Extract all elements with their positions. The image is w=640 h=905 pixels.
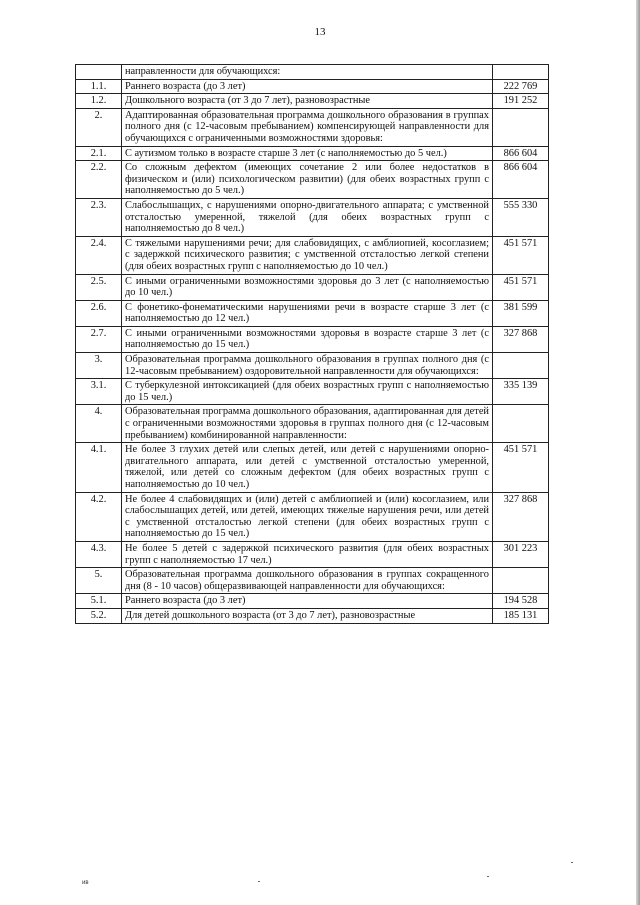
- footer-mark: ив: [82, 880, 89, 886]
- row-value: [493, 65, 549, 80]
- row-description: С иными ограниченными возможностями здоровья в возрасте старше 3 лет (с наполняемостью до 15 чел.): [122, 326, 493, 352]
- row-number: 2.6.: [76, 300, 122, 326]
- row-description: С туберкулезной интоксикацией (для обеих возрастных групп с наполняемостью до 15 чел.): [122, 379, 493, 405]
- row-value: 327 868: [493, 326, 549, 352]
- table-row: [76, 326, 549, 352]
- row-value: 335 139: [493, 379, 549, 405]
- row-value: 191 252: [493, 94, 549, 109]
- row-number: [76, 65, 122, 80]
- row-number: 1.1.: [76, 79, 122, 94]
- row-description: С тяжелыми нарушениями речи; для слабовидящих, с амблиопией, косоглазием; с задержкой психического развития; с умственной отсталостью легкой степени (для обеих возрастных групп с наполняемостью до 10 чел.): [122, 236, 493, 274]
- row-value: [493, 353, 549, 379]
- table-row: [76, 443, 549, 492]
- row-number: 5.: [76, 568, 122, 594]
- row-value: 327 868: [493, 492, 549, 541]
- row-value: 866 604: [493, 161, 549, 199]
- row-description: Образовательная программа дошкольного образования в группах полного дня (с 12-часовым пребыванием) оздоровительной направленности для обучающихся:: [122, 353, 493, 379]
- tariff-table: [75, 64, 549, 624]
- scan-speck: [571, 862, 573, 863]
- row-description: С фонетико-фонематическими нарушениями речи в возрасте старше 3 лет (с наполняемостью до 12 чел.): [122, 300, 493, 326]
- table-row: [76, 198, 549, 236]
- table-row: [76, 594, 549, 609]
- row-value: [493, 108, 549, 146]
- table-row: [76, 274, 549, 300]
- row-value: 451 571: [493, 443, 549, 492]
- row-number: 3.: [76, 353, 122, 379]
- row-value: 185 131: [493, 608, 549, 623]
- row-number: 2.2.: [76, 161, 122, 199]
- row-number: 4.: [76, 405, 122, 443]
- row-description: Со сложным дефектом (имеющих сочетание 2 или более недостатков в физическом и (или) психологическом развитии) (для обеих возрастных групп с наполняемостью до 5 чел.): [122, 161, 493, 199]
- row-value: 866 604: [493, 146, 549, 161]
- scan-speck: [258, 881, 260, 882]
- row-number: 1.2.: [76, 94, 122, 109]
- row-value: 194 528: [493, 594, 549, 609]
- page-number: 13: [314, 26, 326, 38]
- row-description: Дошкольного возраста (от 3 до 7 лет), разновозрастные: [122, 94, 493, 109]
- row-number: 2.7.: [76, 326, 122, 352]
- table-row: [76, 541, 549, 567]
- table-row: [76, 492, 549, 541]
- row-description: Раннего возраста (до 3 лет): [122, 79, 493, 94]
- table-row: [76, 161, 549, 199]
- row-value: 301 223: [493, 541, 549, 567]
- row-value: [493, 405, 549, 443]
- row-description: Образовательная программа дошкольного образования, адаптированная для детей с ограниченными возможностями здоровья в группах полного дня (с 12-часовым пребыванием) комбинированной направленности:: [122, 405, 493, 443]
- table-row: [76, 353, 549, 379]
- table-row: [76, 568, 549, 594]
- row-description: Адаптированная образовательная программа дошкольного образования в группах полного дня (с 12-часовым пребыванием) компенсирующей направленности для обучающихся с ограниченными возможностями здоровья:: [122, 108, 493, 146]
- scan-speck: [487, 876, 489, 877]
- row-description: Для детей дошкольного возраста (от 3 до 7 лет), разновозрастные: [122, 608, 493, 623]
- table-row: [76, 108, 549, 146]
- row-description: Слабослышащих, с нарушениями опорно-двигательного аппарата; с умственной отсталостью умеренной, тяжелой (для обеих возрастных групп с наполняемостью до 8 чел.): [122, 198, 493, 236]
- table-row: [76, 405, 549, 443]
- row-number: 5.2.: [76, 608, 122, 623]
- row-value: [493, 568, 549, 594]
- row-number: 4.2.: [76, 492, 122, 541]
- row-number: 5.1.: [76, 594, 122, 609]
- row-description: направленности для обучающихся:: [122, 65, 493, 80]
- row-description: Не более 5 детей с задержкой психического развития (для обеих возрастных групп с наполняемостью 17 чел.): [122, 541, 493, 567]
- row-value: 451 571: [493, 274, 549, 300]
- table-row: [76, 146, 549, 161]
- scan-edge-shadow: [636, 0, 640, 905]
- table-row: [76, 608, 549, 623]
- row-value: 222 769: [493, 79, 549, 94]
- row-number: 2.: [76, 108, 122, 146]
- row-number: 2.1.: [76, 146, 122, 161]
- table-row: [76, 94, 549, 109]
- table-row: [76, 379, 549, 405]
- row-value: 451 571: [493, 236, 549, 274]
- table-row: [76, 300, 549, 326]
- row-number: 2.5.: [76, 274, 122, 300]
- table-row: [76, 79, 549, 94]
- table-row: [76, 236, 549, 274]
- row-description: С аутизмом только в возрасте старше 3 лет (с наполняемостью до 5 чел.): [122, 146, 493, 161]
- row-description: С иными ограниченными возможностями здоровья до 3 лет (с наполняемостью до 10 чел.): [122, 274, 493, 300]
- row-number: 3.1.: [76, 379, 122, 405]
- row-description: Не более 3 глухих детей или слепых детей, или детей с нарушениями опорно-двигательного аппарата, или детей с умственной отсталостью умеренной, тяжелой, или детей со сложным дефектом (для обеих возрастных групп с наполняемостью до 10 чел.): [122, 443, 493, 492]
- table-row: [76, 65, 549, 80]
- row-description: Образовательная программа дошкольного образования в группах сокращенного дня (8 - 10 часов) общеразвивающей направленности для обучающихся:: [122, 568, 493, 594]
- row-value: 381 599: [493, 300, 549, 326]
- row-description: Не более 4 слабовидящих и (или) детей с амблиопией и (или) косоглазием, или слабослышащих детей, или детей, имеющих тяжелые нарушения речи, или детей с умственной отсталостью легкой степени (для обеих возрастных групп с наполняемостью до 15 чел.): [122, 492, 493, 541]
- table-body: [76, 65, 549, 624]
- row-description: Раннего возраста (до 3 лет): [122, 594, 493, 609]
- row-number: 2.3.: [76, 198, 122, 236]
- row-number: 4.1.: [76, 443, 122, 492]
- row-number: 4.3.: [76, 541, 122, 567]
- row-number: 2.4.: [76, 236, 122, 274]
- row-value: 555 330: [493, 198, 549, 236]
